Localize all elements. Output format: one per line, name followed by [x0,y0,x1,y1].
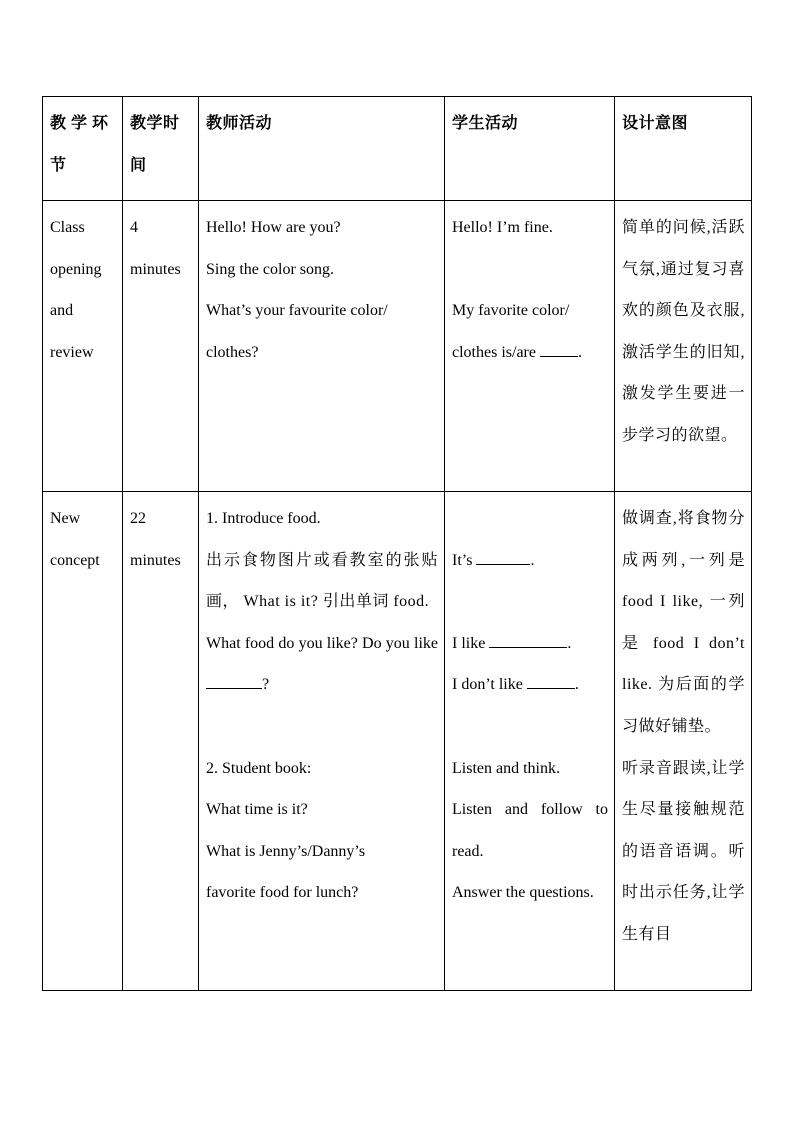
time-cell [123,492,199,991]
fill-in-blank [476,550,530,565]
teacher-line: Hello! How are you? [206,219,341,236]
student-line: Listen and think. [452,759,560,777]
teacher-line: What’s your favourite color/ [206,302,388,320]
teacher-line [206,623,438,706]
teacher-line: What is Jenny’s/Danny’s [206,842,366,860]
fill-in-blank [527,674,575,689]
student-line: Hello! I’m fine. [452,219,553,236]
student-text: It’s [452,551,473,569]
stage-line: concept [50,551,100,569]
student-text: . [577,343,582,361]
teacher-activity-cell [199,201,445,492]
header-student-activity: 学生活动 [445,97,615,201]
design-intent-cell [615,492,752,991]
student-line [452,664,608,706]
stage-cell [43,201,123,492]
student-line: Listen and follow to read. [452,801,608,860]
lesson-plan-table [42,96,752,991]
time-value: 4 [130,219,138,236]
header-teacher-activity: 教师活动 [199,97,445,201]
teacher-text: What food do you like? Do you like [206,634,438,652]
teacher-line: 2. Student book: [206,759,312,777]
table-row [43,201,752,492]
student-activity-cell [445,492,615,991]
teacher-line: 出示食物图片或看教室的张贴画， What is it? 引出单词 food. [206,551,438,611]
teacher-line: favorite food for lunch? [206,884,359,902]
time-value: 22 [130,510,146,527]
stage-line: review [50,343,94,361]
student-text: clothes is/are [452,343,536,361]
student-line [452,332,608,374]
student-line [452,540,608,582]
student-text: I don’t like [452,676,523,694]
time-unit: minutes [130,551,181,569]
student-line: Answer the questions. [452,884,594,902]
student-text: . [530,551,535,569]
student-text: . [567,634,572,652]
stage-line: and [50,302,74,320]
time-unit: minutes [130,260,181,278]
student-text: . [574,676,579,694]
teacher-line: Sing the color song. [206,260,334,278]
table-row [43,492,752,991]
student-text: I like [452,634,486,652]
time-cell [123,201,199,492]
header-row [43,97,752,201]
teacher-line: clothes? [206,343,259,361]
intent-text: 做调查,将食物分成两列,一列是 food I like, 一列是 food I don’t like. 为后面的学习做好铺垫。 [622,510,745,735]
header-stage: 教 学 环 节 [43,97,123,201]
fill-in-blank [206,674,262,689]
fill-in-blank [540,342,578,357]
stage-line: New [50,510,81,527]
student-line: My favorite color/ [452,302,570,320]
teacher-activity-cell [199,492,445,991]
stage-cell [43,492,123,991]
stage-line: opening [50,260,102,278]
header-design-intent: 设计意图 [615,97,752,201]
teacher-line: What time is it? [206,801,308,819]
intent-text: 听录音跟读,让学生尽量接触规范的语音语调。听时出示任务,让学生有目 [622,759,745,943]
student-activity-cell [445,201,615,492]
teacher-line: 1. Introduce food. [206,510,321,527]
stage-line: Class [50,219,85,236]
teacher-text: ? [262,676,270,694]
header-time: 教学时间 [123,97,199,201]
fill-in-blank [489,633,567,648]
design-intent-cell: 简单的问候,活跃气氛,通过复习喜欢的颜色及衣服,激活学生的旧知,激发学生要进一步学习的欲望。 [615,201,752,492]
student-line [452,623,608,665]
